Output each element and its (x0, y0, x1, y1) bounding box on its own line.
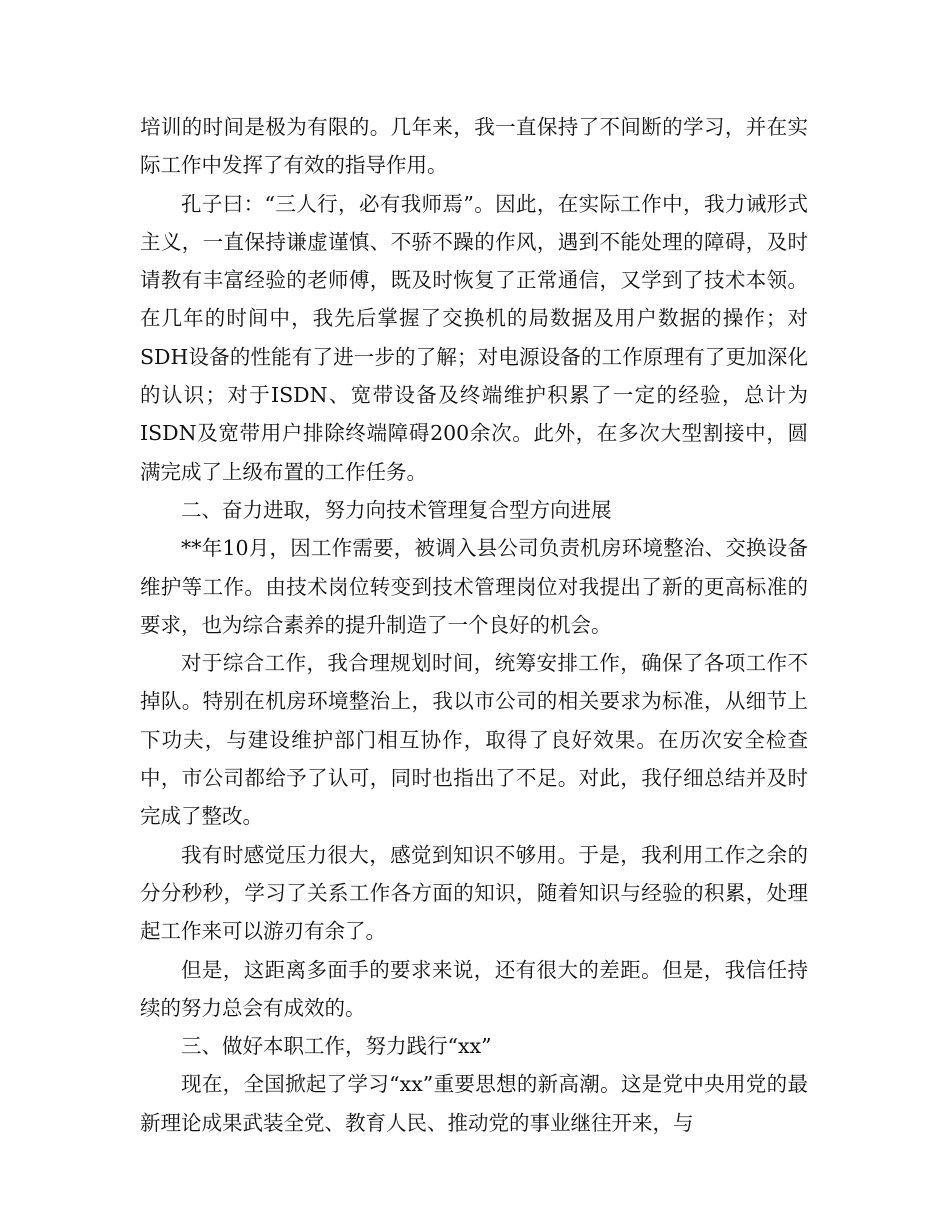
paragraph-study: 现在，全国掀起了学习“xx”重要思想的新高潮。这是党中央用党的最新理论成果武装全党、教育人民、推动党的事业继往开来，与 (140, 1072, 808, 1135)
paragraph-comprehensive-work: 对于综合工作，我合理规划时间，统筹安排工作，确保了各项工作不掉队。特别在机房环境整治上，我以市公司的相关要求为标准，从细节上下功夫，与建设维护部门相互协作，取得了良好效果。在历次安全检查中，市公司都给予了认可，同时也指出了不足。对此，我仔细总结并及时完成了整改。 (140, 651, 808, 829)
paragraph-gap: 但是，这距离多面手的要求来说，还有很大的差距。但是，我信任持续的努力总会有成效的。 (140, 957, 808, 1020)
section-heading-two: 二、奋力进取，努力向技术管理复合型方向进展 (181, 497, 612, 522)
paragraph-pressure: 我有时感觉压力很大，感觉到知识不够用。于是，我利用工作之余的分分秒秒，学习了关系工作各方面的知识，随着知识与经验的积累，处理起工作来可以游刃有余了。 (140, 842, 808, 944)
paragraph-confucius: 孔子曰：“三人行，必有我师焉”。因此，在实际工作中，我力诫形式主义，一直保持谦虚谨慎、不骄不躁的作风，遇到不能处理的障碍，及时请教有丰富经验的老师傅，既及时恢复了正常通信，又学到了技术本领。在几年的时间中，我先后掌握了交换机的局数据及用户数据的操作；对SDH设备的性能有了进一步的了解；对电源设备的工作原理有了更加深化的认识；对于ISDN、宽带设备及终端维护积累了一定的经验，总计为ISDN及宽带用户排除终端障碍200余次。此外，在多次大型割接中，圆满完成了上级布置的工作任务。 (140, 191, 808, 484)
document-page (140, 108, 808, 1142)
paragraph-transfer: **年10月，因工作需要，被调入县公司负责机房环境整治、交换设备维护等工作。由技术岗位转变到技术管理岗位对我提出了新的更高标准的要求，也为综合素养的提升制造了一个良好的机会。 (140, 536, 808, 637)
paragraph-continuation: 培训的时间是极为有限的。几年来，我一直保持了不间断的学习，并在实际工作中发挥了有效的指导作用。 (140, 115, 808, 178)
section-heading-three: 三、做好本职工作，努力践行“xx” (181, 1034, 492, 1059)
